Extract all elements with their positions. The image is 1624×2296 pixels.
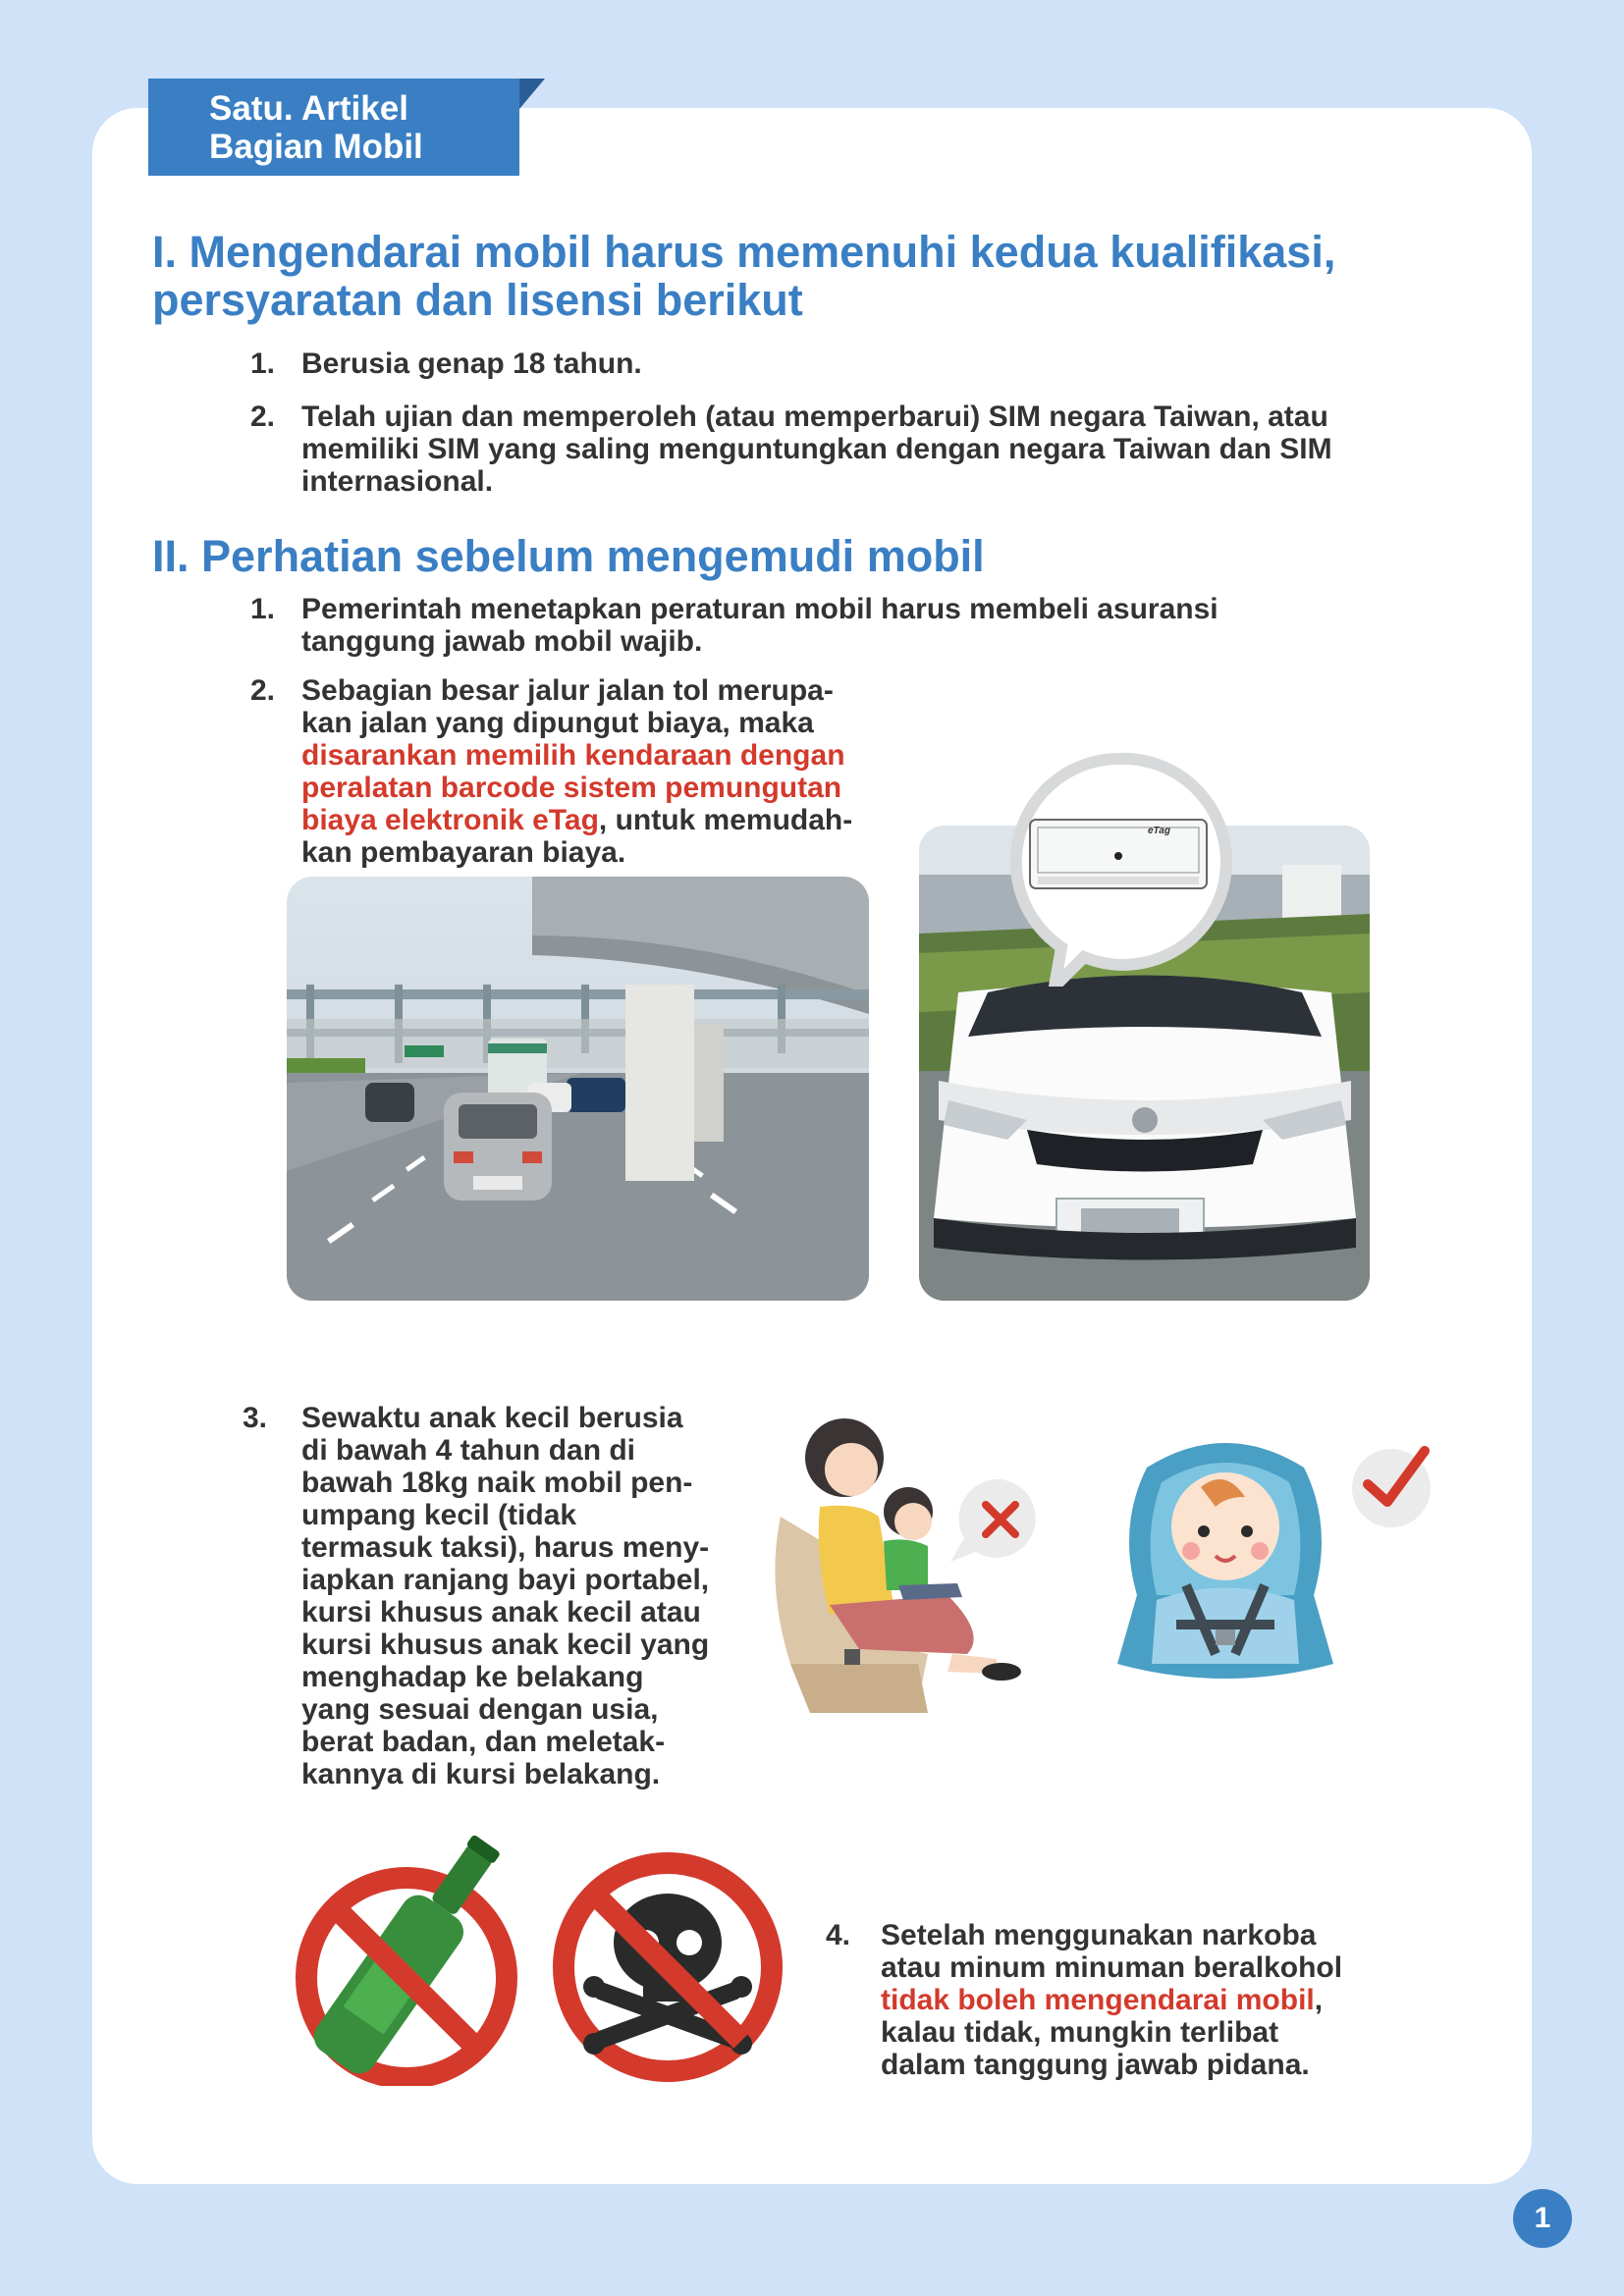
etag-sticker-bubble — [1001, 751, 1236, 987]
s2-item1-line-2: tanggung jawab mobil wajib. — [301, 625, 703, 658]
etag-brand-label: eTag — [1148, 826, 1170, 836]
s1-item2-line-2: memiliki SIM yang saling menguntungkan dengan negara Taiwan dan SIM — [301, 433, 1332, 465]
s2-item4-number: 4. — [825, 1919, 850, 1951]
page-number: 1 — [1513, 2189, 1572, 2248]
s1-item2-number: 2. — [249, 400, 275, 433]
tab-line-1: Satu. Artikel — [209, 89, 408, 128]
s2-item3-line: termasuk taksi), harus meny- — [301, 1531, 710, 1564]
s2-item3-number: 3. — [242, 1402, 267, 1434]
no-alcohol-icon — [291, 1821, 526, 2086]
s2-item2-text — [301, 674, 852, 869]
s2-item1-line-1: Pemerintah menetapkan peraturan mobil harus membeli asuransi — [301, 593, 1218, 625]
s2-item3-line: di bawah 4 tahun dan di — [301, 1434, 636, 1467]
baby-car-seat-illustration — [1108, 1428, 1343, 1703]
section1-title-line-2: persyaratan dan lisensi berikut — [152, 275, 803, 325]
mother-holding-child-illustration — [761, 1409, 1056, 1742]
s2-item3-line: bawah 18kg naik mobil pen- — [301, 1467, 693, 1499]
section1-title — [152, 228, 1335, 324]
s2-item3-line: kannya di kursi belakang. — [301, 1758, 661, 1790]
s2-item3-line: yang sesuai dengan usia, — [301, 1693, 659, 1726]
no-drugs-skull-icon — [550, 1849, 785, 2085]
s2-item4-highlight-tail: , — [1314, 1984, 1324, 2016]
s2-item4-highlight: tidak boleh mengendarai mobil — [881, 1984, 1315, 2016]
s2-item3-line: kursi khusus anak kecil yang — [301, 1629, 710, 1661]
highway-toll-photo — [287, 877, 869, 1301]
section-tab — [148, 79, 519, 176]
s1-item2-line-1: Telah ujian dan memperoleh (atau memperbarui) SIM negara Taiwan, atau — [301, 400, 1328, 433]
s2-item4-line-5: dalam tanggung jawab pidana. — [881, 2049, 1310, 2081]
s1-item1-number: 1. — [249, 347, 275, 380]
s2-item4-line-2: atau minum minuman beralkohol — [881, 1951, 1343, 1984]
s2-item3-text — [301, 1402, 709, 1790]
s2-item1-number: 1. — [249, 593, 275, 625]
s2-item2-number: 2. — [249, 674, 275, 707]
s1-item1-text: Berusia genap 18 tahun. — [301, 347, 642, 380]
wrong-x-icon — [947, 1475, 1045, 1564]
s2-item2-line-5-tail: , untuk memudah- — [598, 804, 853, 836]
s2-item3-line: umpang kecil (tidak — [301, 1499, 577, 1531]
s2-item2-line-2: kan jalan yang dipungut biaya, maka — [301, 707, 814, 739]
s2-item3-line: Sewaktu anak kecil berusia — [301, 1402, 683, 1434]
s2-item2-line-1: Sebagian besar jalur jalan tol merupa- — [301, 674, 834, 707]
s1-item2-text — [301, 400, 1480, 498]
tab-line-2: Bagian Mobil — [209, 128, 423, 166]
s2-item4-text — [881, 1919, 1342, 2081]
s2-item3-line: menghadap ke belakang — [301, 1661, 644, 1693]
s2-item4-line-1: Setelah menggunakan narkoba — [881, 1919, 1317, 1951]
s1-item2-line-3: internasional. — [301, 465, 494, 498]
section2-title: II. Perhatian sebelum mengemudi mobil — [152, 531, 985, 581]
section1-title-line-1: I. Mengendarai mobil harus memenuhi kedua kualifikasi, — [152, 227, 1336, 277]
tab-fold — [519, 79, 545, 109]
correct-check-icon — [1348, 1441, 1435, 1527]
s2-item3-line: kursi khusus anak kecil atau — [301, 1596, 701, 1629]
s2-item4-line-4: kalau tidak, mungkin terlibat — [881, 2016, 1279, 2049]
s2-item2-highlight-1: disarankan memilih kendaraan dengan — [301, 739, 845, 772]
s2-item2-highlight-3: biaya elektronik eTag — [301, 804, 599, 836]
s2-item3-line: iapkan ranjang bayi portabel, — [301, 1564, 710, 1596]
s2-item3-line: berat badan, dan meletak- — [301, 1726, 666, 1758]
s2-item2-highlight-2: peralatan barcode sistem pemungutan — [301, 772, 842, 804]
s2-item1-text — [301, 593, 1218, 658]
s2-item2-line-6: kan pembayaran biaya. — [301, 836, 626, 869]
